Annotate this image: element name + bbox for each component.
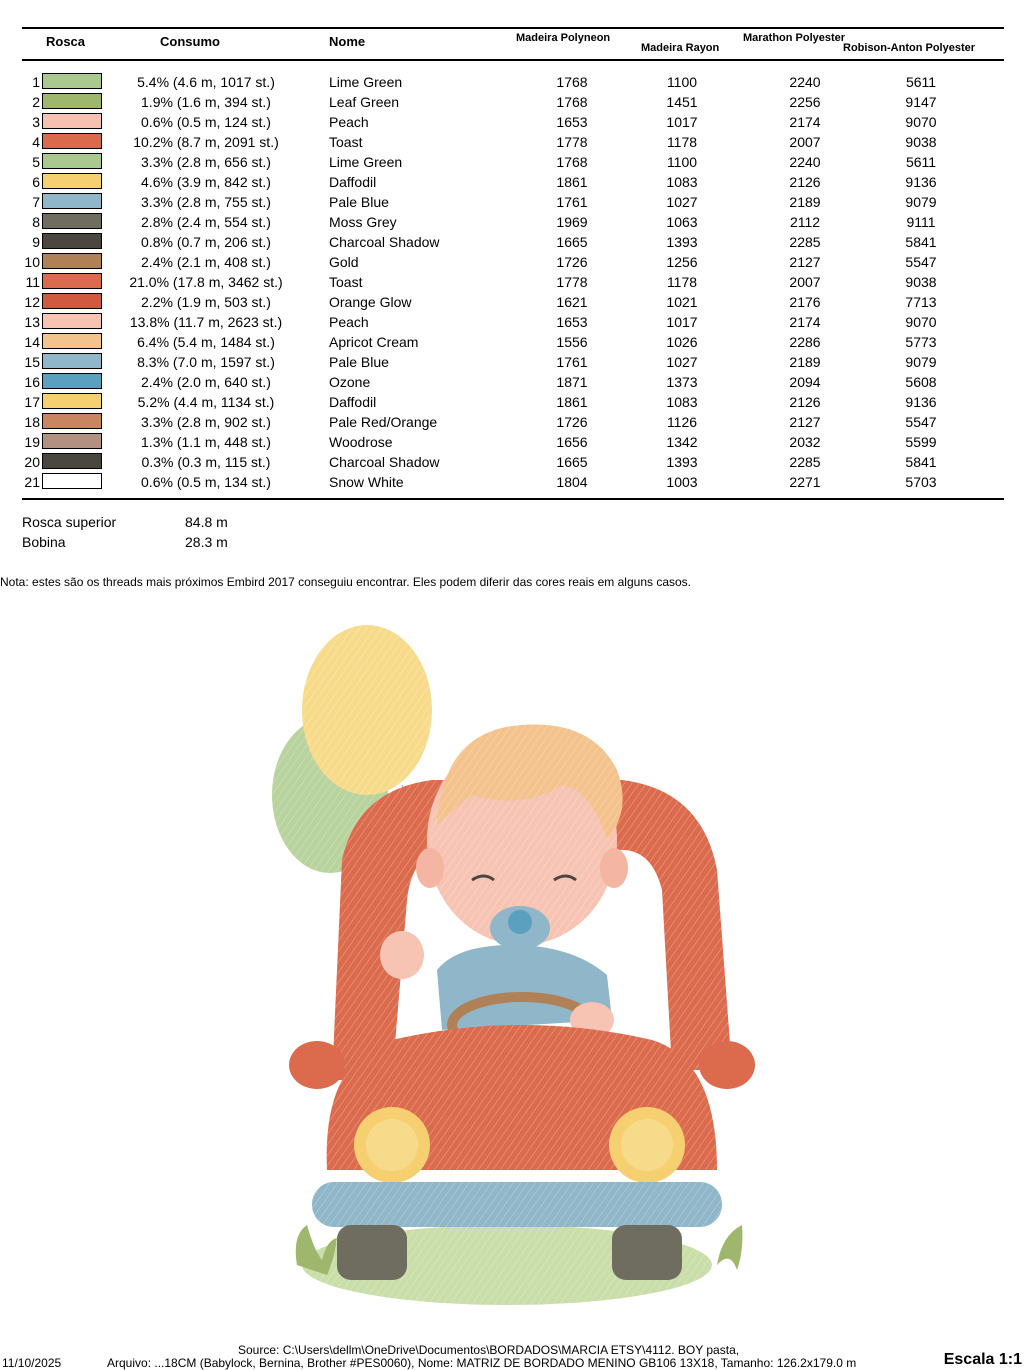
row-consumo: 0.8% (0.7 m, 206 st.) [141,234,271,250]
table-row [0,192,1024,212]
row-number: 21 [24,474,40,490]
row-number: 18 [24,414,40,430]
row-number: 16 [24,374,40,390]
row-consumo: 2.4% (2.1 m, 408 st.) [141,254,271,270]
row-consumo: 1.3% (1.1 m, 448 st.) [141,434,271,450]
row-madeira-polyneon: 1778 [556,134,588,150]
table-row [0,152,1024,172]
row-madeira-rayon: 1126 [666,414,698,430]
row-marathon-polyester: 2126 [789,394,821,410]
row-madeira-rayon: 1393 [666,454,698,470]
row-number: 2 [32,94,40,110]
row-number: 13 [24,314,40,330]
row-robison-anton-polyester: 5611 [905,154,937,170]
row-madeira-polyneon: 1969 [556,214,588,230]
table-bottom-rule [22,498,1004,500]
row-madeira-polyneon: 1665 [556,454,588,470]
table-row [0,292,1024,312]
row-madeira-polyneon: 1778 [556,274,588,290]
row-nome: Charcoal Shadow [329,234,440,250]
color-swatch [42,273,102,289]
color-swatch [42,93,102,109]
row-consumo: 5.2% (4.4 m, 1134 st.) [137,394,275,410]
row-consumo: 21.0% (17.8 m, 3462 st.) [129,274,283,290]
row-consumo: 4.6% (3.9 m, 842 st.) [141,174,271,190]
row-madeira-polyneon: 1656 [556,434,588,450]
row-nome: Lime Green [329,74,403,90]
row-robison-anton-polyester: 5608 [905,374,937,390]
table-row [0,392,1024,412]
row-madeira-rayon: 1021 [666,294,698,310]
table-row [0,432,1024,452]
row-madeira-rayon: 1026 [666,334,698,350]
header-top-rule [22,27,1004,29]
row-number: 1 [32,74,40,90]
row-number: 4 [32,134,40,150]
row-robison-anton-polyester: 9070 [905,114,937,130]
row-consumo: 0.6% (0.5 m, 134 st.) [141,474,271,490]
color-swatch [42,73,102,89]
row-madeira-rayon: 1017 [666,314,698,330]
row-nome: Lime Green [329,154,403,170]
row-robison-anton-polyester: 5773 [905,334,937,350]
row-madeira-rayon: 1451 [666,94,698,110]
row-number: 9 [32,234,40,250]
row-madeira-polyneon: 1768 [556,154,588,170]
table-row [0,412,1024,432]
row-marathon-polyester: 2256 [789,94,821,110]
row-nome: Leaf Green [329,94,400,110]
row-number: 17 [24,394,40,410]
table-row [0,312,1024,332]
header-consumo: Consumo [160,34,220,49]
row-robison-anton-polyester: 9038 [905,134,937,150]
row-madeira-polyneon: 1768 [556,94,588,110]
row-madeira-polyneon: 1653 [556,314,588,330]
row-robison-anton-polyester: 5547 [905,414,937,430]
color-swatch [42,233,102,249]
row-consumo: 2.8% (2.4 m, 554 st.) [141,214,271,230]
color-swatch [42,453,102,469]
row-number: 7 [32,194,40,210]
row-consumo: 3.3% (2.8 m, 755 st.) [141,194,271,210]
row-marathon-polyester: 2174 [789,314,821,330]
footer-date: 11/10/2025 [2,1356,62,1370]
row-number: 15 [24,354,40,370]
row-madeira-rayon: 1178 [666,134,698,150]
row-nome: Peach [329,114,369,130]
row-robison-anton-polyester: 9079 [905,354,937,370]
bobina-value: 28.3 m [185,534,228,550]
row-madeira-rayon: 1017 [666,114,698,130]
row-nome: Pale Red/Orange [329,414,438,430]
table-row [0,272,1024,292]
row-nome: Charcoal Shadow [329,454,440,470]
row-madeira-rayon: 1342 [666,434,698,450]
row-consumo: 6.4% (5.4 m, 1484 st.) [137,334,275,350]
row-consumo: 13.8% (11.7 m, 2623 st.) [129,314,283,330]
row-marathon-polyester: 2007 [789,274,821,290]
row-marathon-polyester: 2285 [789,234,821,250]
row-marathon-polyester: 2032 [789,434,821,450]
embroidery-design-image [262,610,762,1310]
row-nome: Peach [329,314,369,330]
rosca-superior-label: Rosca superior [22,514,117,530]
color-swatch [42,393,102,409]
table-row [0,172,1024,192]
row-marathon-polyester: 2094 [789,374,821,390]
row-consumo: 0.6% (0.5 m, 124 st.) [141,114,271,130]
row-robison-anton-polyester: 5547 [905,254,937,270]
table-row [0,212,1024,232]
row-nome: Ozone [329,374,371,390]
row-consumo: 1.9% (1.6 m, 394 st.) [141,94,271,110]
row-consumo: 8.3% (7.0 m, 1597 st.) [137,354,275,370]
row-number: 12 [24,294,40,310]
footer-source: Source: C:\Users\dellm\OneDrive\Documentos\BORDADOS\MARCIA ETSY\4112. BOY pasta, [238,1343,740,1357]
color-swatch [42,213,102,229]
row-madeira-rayon: 1178 [666,274,698,290]
color-swatch [42,413,102,429]
row-nome: Moss Grey [329,214,397,230]
row-nome: Toast [329,274,363,290]
table-row [0,92,1024,112]
row-number: 3 [32,114,40,130]
row-marathon-polyester: 2189 [789,194,821,210]
header-madeira-polyneon: Madeira Polyneon [516,32,611,44]
row-nome: Snow White [329,474,404,490]
row-madeira-rayon: 1393 [666,234,698,250]
bobina-label: Bobina [22,534,66,550]
table-row [0,112,1024,132]
row-marathon-polyester: 2127 [789,414,821,430]
row-nome: Gold [329,254,359,270]
row-madeira-polyneon: 1665 [556,234,588,250]
header-nome: Nome [329,34,366,49]
table-row [0,472,1024,492]
color-swatch [42,333,102,349]
row-madeira-rayon: 1373 [666,374,698,390]
row-robison-anton-polyester: 5841 [905,234,937,250]
row-robison-anton-polyester: 9070 [905,314,937,330]
row-nome: Orange Glow [329,294,412,310]
color-swatch [42,113,102,129]
row-marathon-polyester: 2126 [789,174,821,190]
row-marathon-polyester: 2112 [789,214,821,230]
row-madeira-polyneon: 1768 [556,74,588,90]
row-nome: Daffodil [329,174,377,190]
table-row [0,452,1024,472]
row-madeira-rayon: 1027 [666,194,698,210]
row-madeira-rayon: 1083 [666,394,698,410]
row-consumo: 2.2% (1.9 m, 503 st.) [141,294,271,310]
row-madeira-polyneon: 1726 [556,254,588,270]
row-madeira-polyneon: 1804 [556,474,588,490]
row-marathon-polyester: 2174 [789,114,821,130]
row-robison-anton-polyester: 5599 [905,434,937,450]
color-swatch [42,293,102,309]
row-robison-anton-polyester: 9038 [905,274,937,290]
row-madeira-polyneon: 1653 [556,114,588,130]
row-number: 20 [24,454,40,470]
row-consumo: 3.3% (2.8 m, 656 st.) [141,154,271,170]
row-marathon-polyester: 2007 [789,134,821,150]
color-swatch [42,353,102,369]
footer-escala: Escala 1:1 [943,1351,1022,1368]
row-marathon-polyester: 2189 [789,354,821,370]
row-number: 8 [32,214,40,230]
row-madeira-rayon: 1027 [666,354,698,370]
table-row [0,232,1024,252]
row-madeira-polyneon: 1871 [556,374,588,390]
table-row [0,72,1024,92]
footer-arquivo: Arquivo: ...18CM (Babylock, Bernina, Brother #PES0060), Nome: MATRIZ DE BORDADO MENINO GB106 13X18, Tamanho: 126.2x179.0 m [107,1356,857,1370]
row-marathon-polyester: 2285 [789,454,821,470]
row-marathon-polyester: 2286 [789,334,821,350]
row-nome: Pale Blue [329,354,389,370]
row-robison-anton-polyester: 9079 [905,194,937,210]
row-consumo: 0.3% (0.3 m, 115 st.) [141,454,271,470]
thread-note: Nota: estes são os threads mais próximos Embird 2017 conseguiu encontrar. Eles podem diferir das cores reais em alguns casos. [0,575,692,589]
row-number: 6 [32,174,40,190]
table-row [0,252,1024,272]
table-row [0,372,1024,392]
row-number: 10 [24,254,40,270]
row-madeira-polyneon: 1726 [556,414,588,430]
row-robison-anton-polyester: 9136 [905,174,937,190]
color-swatch [42,433,102,449]
row-nome: Pale Blue [329,194,389,210]
row-robison-anton-polyester: 7713 [905,294,937,310]
table-row [0,352,1024,372]
row-robison-anton-polyester: 5611 [905,74,937,90]
row-madeira-rayon: 1100 [666,154,698,170]
row-robison-anton-polyester: 5841 [905,454,937,470]
row-nome: Woodrose [329,434,393,450]
table-row [0,132,1024,152]
row-number: 11 [25,274,40,290]
color-swatch [42,313,102,329]
row-nome: Daffodil [329,394,377,410]
header-bottom-rule [22,59,1004,61]
row-madeira-polyneon: 1621 [556,294,588,310]
row-madeira-polyneon: 1861 [556,394,588,410]
color-swatch [42,253,102,269]
row-madeira-rayon: 1063 [666,214,698,230]
row-nome: Apricot Cream [329,334,419,350]
row-consumo: 3.3% (2.8 m, 902 st.) [141,414,271,430]
row-consumo: 2.4% (2.0 m, 640 st.) [141,374,271,390]
header-robison-anton-polyester: Robison-Anton Polyester [843,42,976,54]
header-marathon-polyester: Marathon Polyester [743,32,846,44]
row-nome: Toast [329,134,363,150]
row-marathon-polyester: 2176 [789,294,821,310]
color-swatch [42,373,102,389]
row-madeira-polyneon: 1556 [556,334,588,350]
row-robison-anton-polyester: 5703 [905,474,937,490]
row-robison-anton-polyester: 9136 [905,394,937,410]
row-madeira-rayon: 1256 [666,254,698,270]
row-consumo: 10.2% (8.7 m, 2091 st.) [133,134,279,150]
row-madeira-rayon: 1083 [666,174,698,190]
header-rosca: Rosca [46,34,86,49]
row-consumo: 5.4% (4.6 m, 1017 st.) [137,74,275,90]
color-swatch [42,173,102,189]
color-swatch [42,473,102,489]
row-madeira-polyneon: 1761 [556,194,588,210]
row-marathon-polyester: 2127 [789,254,821,270]
color-swatch [42,153,102,169]
row-number: 5 [32,154,40,170]
color-swatch [42,133,102,149]
row-robison-anton-polyester: 9111 [906,214,936,230]
row-number: 19 [24,434,40,450]
header-madeira-rayon: Madeira Rayon [641,42,720,54]
row-madeira-polyneon: 1761 [556,354,588,370]
row-madeira-polyneon: 1861 [556,174,588,190]
color-swatch [42,193,102,209]
rosca-superior-value: 84.8 m [185,514,228,530]
row-marathon-polyester: 2240 [789,74,821,90]
table-row [0,332,1024,352]
row-madeira-rayon: 1100 [666,74,698,90]
row-marathon-polyester: 2271 [789,474,821,490]
row-robison-anton-polyester: 9147 [905,94,937,110]
row-marathon-polyester: 2240 [789,154,821,170]
row-number: 14 [24,334,40,350]
row-madeira-rayon: 1003 [666,474,698,490]
